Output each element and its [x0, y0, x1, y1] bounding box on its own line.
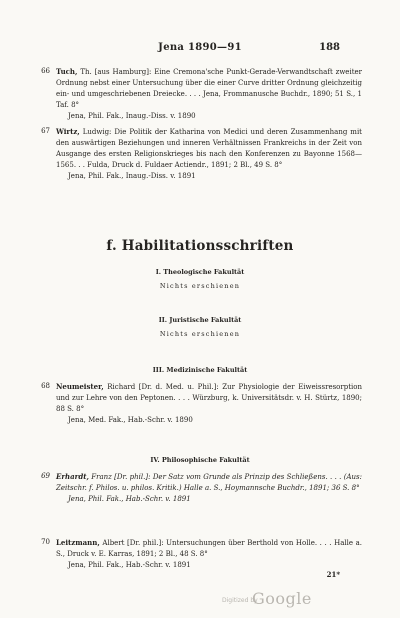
- dissertation-note: Jena, Phil. Fak., Hab.-Schr. v. 1891: [68, 561, 191, 569]
- author-name: Wirtz,: [56, 127, 80, 136]
- faculty-heading-philosophy: IV. Philosophische Fakultät: [150, 456, 250, 464]
- entry-number: 69: [41, 472, 50, 480]
- entry-number: 70: [41, 538, 50, 546]
- entry-number: 66: [41, 67, 50, 75]
- nothing-published-note: Nichts erschienen: [159, 282, 241, 290]
- faculty-heading-theology: I. Theologische Fakultät: [155, 268, 245, 276]
- faculty-heading-medicine: III. Medizinische Fakultät: [152, 366, 248, 374]
- entry-number: 68: [41, 382, 50, 390]
- entry-text: Richard [Dr. d. Med. u. Phil.]: Zur Physiologie der Eiweissresorption und zur Lehre von den Peptonen. . . . Würzburg, k. Universitätsdr. v. H. Stürtz, 1890; 88 S. 8°: [56, 383, 362, 413]
- running-title: Jena 1890—91: [158, 42, 242, 53]
- entry-69: [41, 471, 362, 505]
- digitized-by-label: Digitized by: [222, 597, 258, 604]
- faculty-heading-law: II. Juristische Fakultät: [158, 316, 242, 324]
- page-number: 188: [319, 42, 340, 53]
- author-name: Erhardt,: [56, 472, 89, 481]
- entry-text: Albert [Dr. phil.]: Untersuchungen über Berthold von Holle. . . . Halle a. S., Druck v. E. Karras, 1891; 2 Bl., 48 S. 8°: [56, 539, 362, 558]
- entry-70: [41, 537, 362, 571]
- signature-mark: 21*: [326, 570, 340, 579]
- entry-67: [41, 126, 362, 182]
- google-watermark: [222, 589, 362, 609]
- entry-text: Franz [Dr. phil.]: Der Satz vom Grunde als Prinzip des Schließens. . . . (Aus: Zeitschr. f. Philos. u. philos. Kritik.) Halle a. S., Hoymannsche Buchdr., 1891; 36 S. 8°: [56, 473, 362, 492]
- dissertation-note: Jena, Phil. Fak., Hab.-Schr. v. 1891: [68, 495, 191, 503]
- author-name: Neumeister,: [56, 382, 104, 391]
- nothing-published-note: Nichts erschienen: [159, 330, 241, 338]
- google-logo: Google: [252, 589, 312, 608]
- entry-66: [41, 66, 362, 122]
- dissertation-note: Jena, Phil. Fak., Inaug.-Diss. v. 1890: [68, 112, 196, 120]
- author-name: Tuch,: [56, 67, 78, 76]
- section-title: f. Habilitationsschriften: [106, 238, 294, 254]
- author-name: Leitzmann,: [56, 538, 100, 547]
- dissertation-note: Jena, Med. Fak., Hab.-Schr. v. 1890: [68, 416, 193, 424]
- entry-text: Th. [aus Hamburg]: Eine Cremona'sche Punkt-Gerade-Verwandtschaft zweiter Ordnung nebst einer Untersuchung über die einer Curve dritter Ordnung gleichzeitig ein- und umgeschriebenen Dreiecke. . . . Jena, Frommanusche Buchdr., 1890; 51 S., 1 Taf. 8°: [56, 68, 362, 109]
- entry-number: 67: [41, 127, 50, 135]
- entry-68: [41, 381, 362, 426]
- running-header: [0, 42, 400, 56]
- dissertation-note: Jena, Phil. Fak., Inaug.-Diss. v. 1891: [68, 172, 196, 180]
- entry-text: Ludwig: Die Politik der Katharina von Medici und deren Zusammenhang mit den auswärtigen Beziehungen und inneren Verhältnissen Frankreichs in der Zeit von Ausgange des ersten Religionskrieges bis nach den Konferenzen zu Bayonne 1568—1565. . . Fulda, Druck d. Fuldaer Actiendr., 1891; 2 Bl., 49 S. 8°: [56, 128, 362, 169]
